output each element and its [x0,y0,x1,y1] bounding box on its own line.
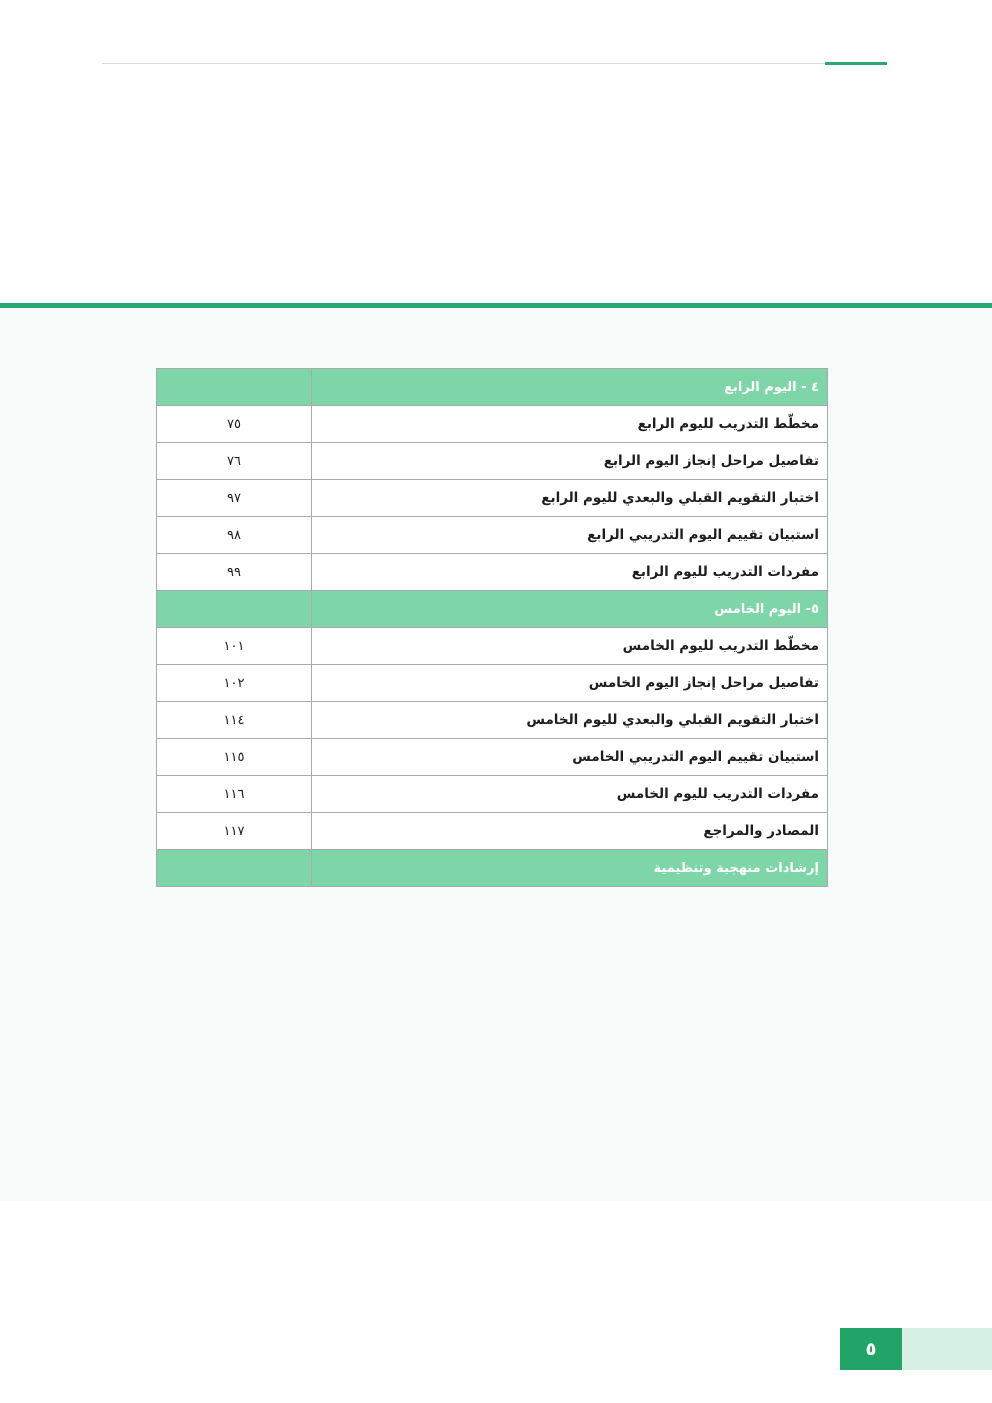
toc-page-number: ٩٧ [157,480,312,517]
toc-row [157,554,828,591]
toc-page-number: ٧٥ [157,406,312,443]
toc-page-number: ٩٩ [157,554,312,591]
toc-row [157,628,828,665]
toc-section-row [157,369,828,406]
toc-page-number: ٧٦ [157,443,312,480]
toc-page-number: ٩٨ [157,517,312,554]
header-accent-bar [825,62,887,65]
toc-section-row [157,591,828,628]
toc-title: ٥- اليوم الخامس [312,591,828,628]
toc-title: مخطّط التدريب لليوم الرابع [312,406,828,443]
toc-row [157,406,828,443]
toc-page-number: ١١٦ [157,776,312,813]
toc-page-number [157,591,312,628]
toc-title: اختبار التقويم القبلي والبعدي لليوم الرابع [312,480,828,517]
toc-row [157,443,828,480]
toc-row [157,813,828,850]
toc-title: اختبار التقويم القبلي والبعدي لليوم الخامس [312,702,828,739]
toc-title: مخطّط التدريب لليوم الخامس [312,628,828,665]
toc-page-number: ١٠١ [157,628,312,665]
toc-page-number: ١٠٢ [157,665,312,702]
toc-row [157,776,828,813]
toc-row [157,480,828,517]
toc-title: مفردات التدريب لليوم الخامس [312,776,828,813]
toc-title: مفردات التدريب لليوم الرابع [312,554,828,591]
toc-title: استبيان تقييم اليوم التدريبي الرابع [312,517,828,554]
toc-page-number: ١١٥ [157,739,312,776]
toc-title: تفاصيل مراحل إنجاز اليوم الرابع [312,443,828,480]
toc-title: إرشادات منهجية وتنظيمية [312,850,828,887]
green-divider-band [0,303,992,308]
toc-page-number: ١١٤ [157,702,312,739]
header-rule [102,63,887,64]
page-number-tail [902,1328,992,1370]
toc-page-number: ١١٧ [157,813,312,850]
toc-row [157,739,828,776]
toc-title: استبيان تقييم اليوم التدريبي الخامس [312,739,828,776]
toc-row [157,665,828,702]
toc-title: ٤ - اليوم الرابع [312,369,828,406]
toc-page-number [157,850,312,887]
toc-row [157,517,828,554]
toc-title: المصادر والمراجع [312,813,828,850]
toc-row [157,702,828,739]
content-area [0,303,992,1201]
toc-title: تفاصيل مراحل إنجاز اليوم الخامس [312,665,828,702]
toc-page-number [157,369,312,406]
toc-section-row [157,850,828,887]
table-of-contents [156,368,828,887]
page-number-badge: ٥ [840,1328,902,1370]
